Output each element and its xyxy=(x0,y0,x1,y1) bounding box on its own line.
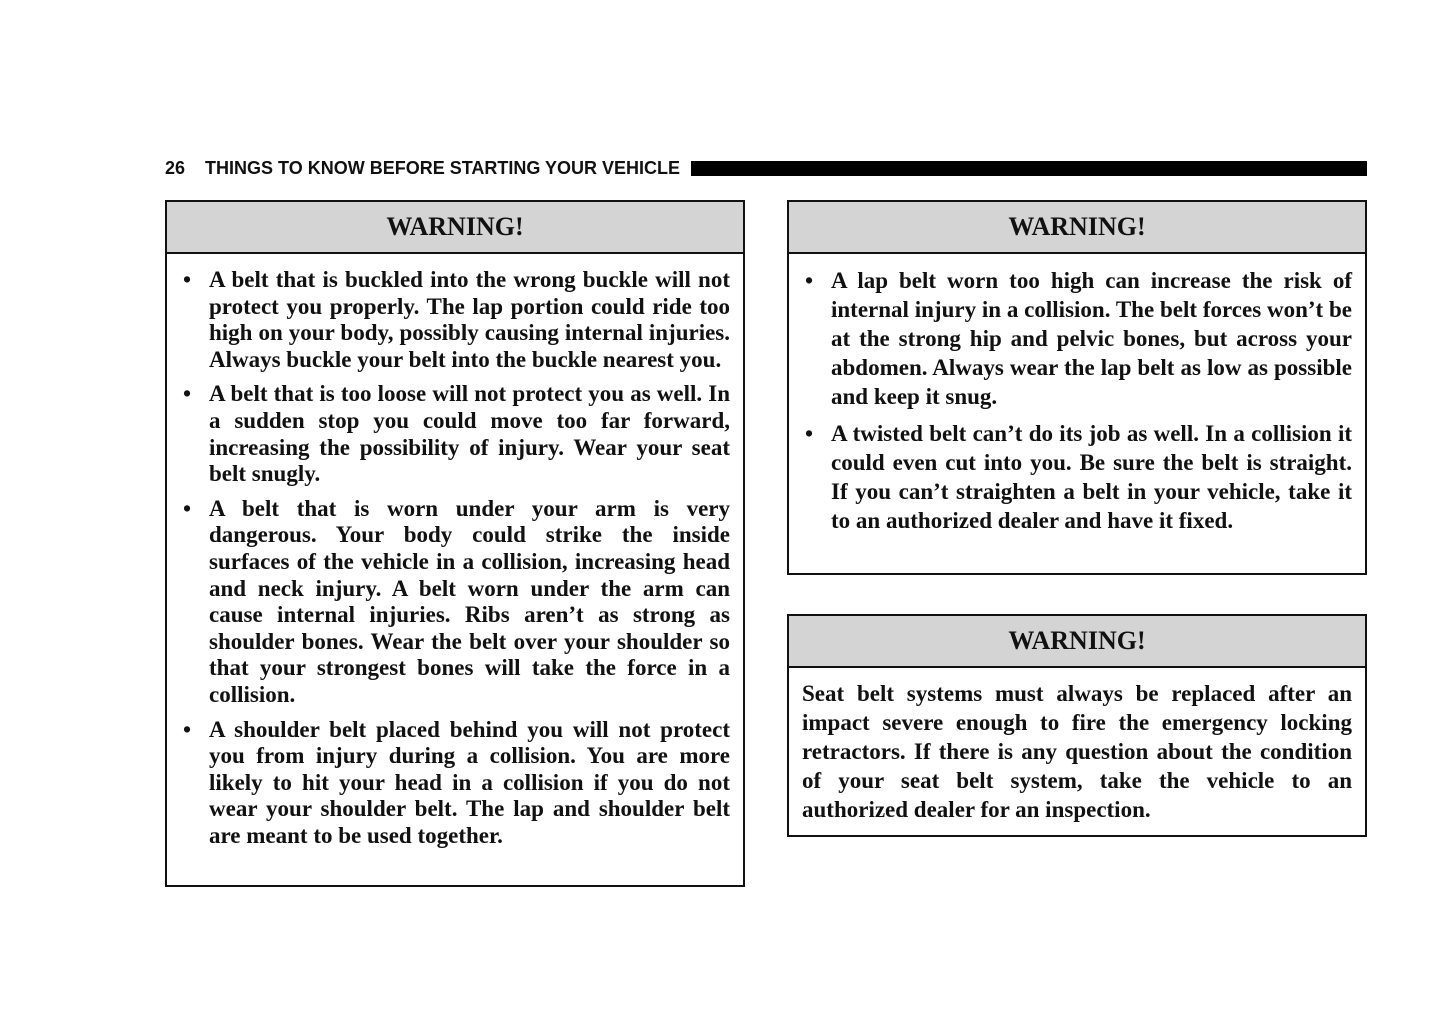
warning-title: WARNING! xyxy=(167,202,743,254)
list-item xyxy=(183,267,730,373)
bullet-icon: • xyxy=(183,716,192,742)
warning-box-lap-belt xyxy=(787,200,1367,575)
warning-text: A belt that is buckled into the wrong buckle will not protect you properly. The lap portion could ride too high on your body, possibly causing internal injuries. Always buckle your belt into the buckle nearest you. xyxy=(209,267,730,372)
warning-title: WARNING! xyxy=(789,202,1365,254)
list-item xyxy=(805,419,1352,535)
page-number: 26 xyxy=(165,157,186,178)
warning-text: A twisted belt can’t do its job as well. In a collision it could even cut into you. Be sure the belt is straight. If you can’t straighten a belt in your vehicle, take it to an authorized dealer and have it fixed. xyxy=(831,421,1352,533)
warning-text: A belt that is worn under your arm is very dangerous. Your body could strike the inside surfaces of the vehicle in a collision, increasing head and neck injury. A belt worn under the arm can cause internal injuries. Ribs aren’t as strong as shoulder bones. Wear the belt over your shoulder so that your strongest bones will take the force in a collision. xyxy=(209,495,730,707)
warning-box-replacement xyxy=(787,614,1367,837)
page-header xyxy=(165,157,1367,179)
warning-title: WARNING! xyxy=(789,616,1365,668)
list-item xyxy=(805,266,1352,411)
header-rule xyxy=(691,161,1367,176)
bullet-icon: • xyxy=(183,267,192,292)
bullet-icon: • xyxy=(183,495,192,521)
bullet-icon: • xyxy=(805,421,814,446)
list-item xyxy=(183,381,730,487)
warning-box-seat-belt-misuse xyxy=(165,200,745,887)
list-item xyxy=(183,717,730,850)
warning-text: Seat belt systems must always be replaced after an impact severe enough to fire the emergency locking retractors. If there is any question about the condition of your seat belt system, take the vehicle to an authorized dealer for an inspection. xyxy=(802,681,1352,822)
warning-text: A shoulder belt placed behind you will not protect you from injury during a collision. You are more likely to hit your head in a collision if you do not wear your shoulder belt. The lap and shoulder belt are meant to be used together. xyxy=(209,716,730,848)
warning-text: A belt that is too loose will not protect you as well. In a sudden stop you could move too far forward, increasing the possibility of injury. Wear your seat belt snugly. xyxy=(209,381,730,487)
section-title: THINGS TO KNOW BEFORE STARTING YOUR VEHICLE xyxy=(205,157,681,178)
list-item xyxy=(183,496,730,709)
warning-text: A lap belt worn too high can increase the risk of internal injury in a collision. The belt forces won’t be at the strong hip and pelvic bones, but across your abdomen. Always wear the lap belt as low as possible and keep it snug. xyxy=(831,268,1352,409)
bullet-icon: • xyxy=(183,381,192,407)
bullet-icon: • xyxy=(805,268,814,293)
